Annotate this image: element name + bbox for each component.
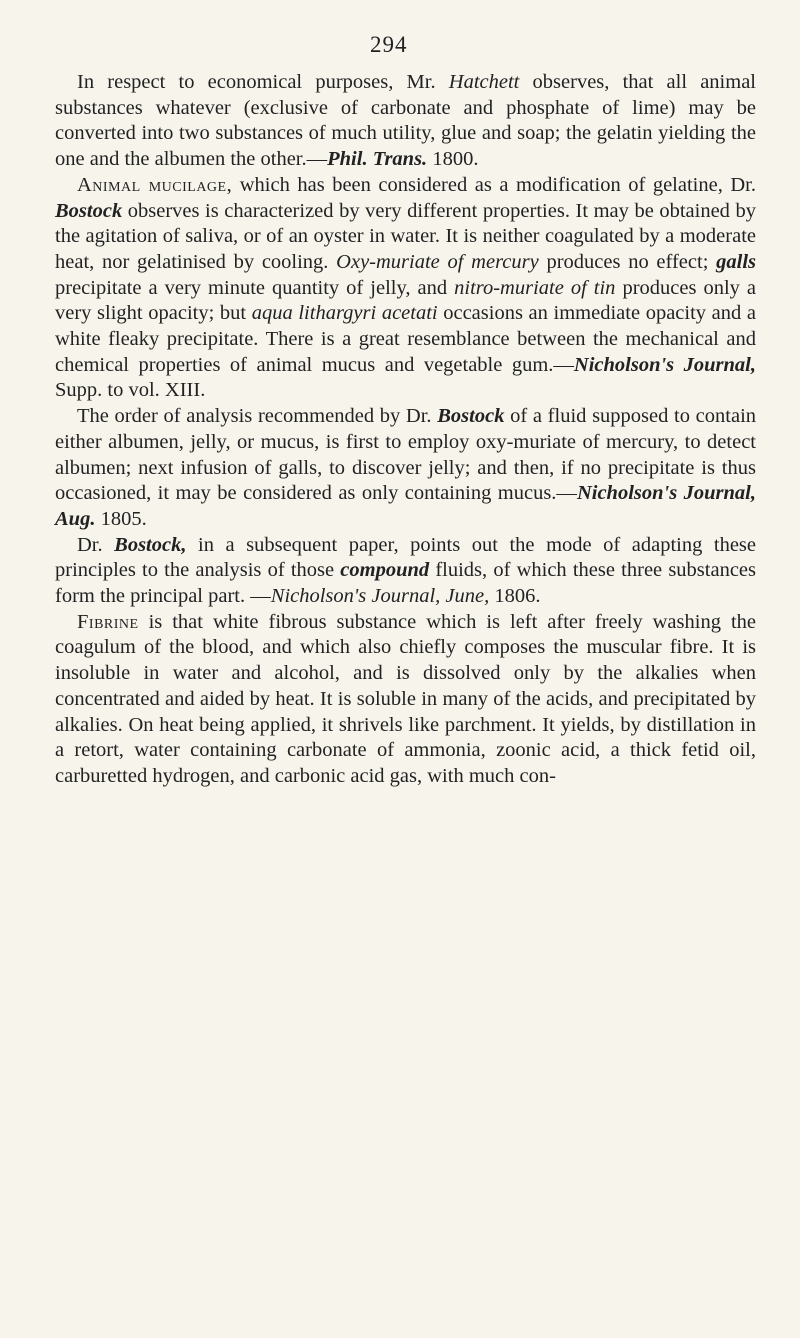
text-run: compound — [340, 559, 430, 582]
paragraph-fibrine — [55, 610, 756, 790]
text-run: Oxy-muriate of mercury — [336, 250, 539, 273]
text-run: Bostock — [55, 199, 123, 222]
text-run: nitro-muriate of tin — [454, 276, 616, 299]
text-run: precipitate a very minute quantity of jelly, and — [55, 276, 455, 299]
text-run: galls — [716, 250, 756, 273]
text-run: Bostock, — [114, 533, 187, 556]
text-run: Nicholson's Journal, — [573, 353, 756, 376]
text-run: Phil. Trans. — [327, 148, 428, 171]
text-run: occasions an immediate opacity and a white fleaky precipitate. There is a great resemblance between the mechanical and chemical properties of animal mucus and vegetable gum.— — [55, 302, 756, 376]
text-run: The order of analysis recommended by Dr. — [77, 405, 438, 428]
text-run: aqua lithargyri acetati — [251, 302, 438, 325]
text-run: 1800. — [427, 148, 479, 171]
text-run: in a subsequent paper, points out the mode of adapting these principles to the analysis of those — [55, 533, 756, 582]
text-run: is that white fibrous substance which is left after freely washing the coagulum of the blood, and which also chiefly composes the muscular fibre. It is insoluble in water and alcohol, and is dissolved only by the alkalies when concentrated and aided by heat. It is soluble in many of the acids, and precipitated by alkalies. On heat being applied, it shrivels like parchment. It yields, by distillation in a retort, water containing carbonate of ammonia, zoonic acid, a thick fetid oil, carburetted hydrogen, and carbonic acid gas, with much con- — [55, 610, 756, 787]
text-run: observes is characterized by very different properties. It may be obtained by the agitation of saliva, or of an oyster in water. It is neither coagulated by a moderate heat, nor gelatinised by cooling. — [55, 199, 756, 273]
page-number: 294 — [370, 32, 408, 57]
paragraph-animal-mucilage — [55, 173, 756, 404]
text-run: which has been considered as a modification of gelatine, Dr. — [232, 173, 756, 196]
text-run: 1806. — [489, 585, 541, 608]
text-run: Nicholson's Journal, Aug. — [55, 482, 756, 530]
paragraph-subsequent-paper — [55, 533, 756, 610]
text-run: 1805. — [95, 507, 147, 530]
text-run: produces only a very slight opacity; but — [55, 276, 757, 325]
paragraph-order-of-analysis — [55, 404, 756, 533]
text-run: observes, that all animal substances whatever (exclusive of carbonate and phosphate of lime) may be converted into two substances of much utility, glue and soap; the gelatin yielding the one and the albumen the other.— — [55, 71, 756, 171]
text-run: Hatchett — [448, 71, 520, 93]
text-run: Fibrine — [77, 610, 139, 633]
text-run: Dr. — [77, 533, 115, 556]
body-text — [55, 70, 756, 790]
text-run: Nicholson's Journal, June, — [270, 585, 490, 608]
text-run: Animal mucilage, — [77, 173, 233, 196]
paragraph-economical — [55, 70, 756, 173]
text-run: Bostock — [437, 405, 505, 428]
text-run: In respect to economical purposes, Mr. — [77, 71, 449, 93]
text-run: of a fluid supposed to contain either albumen, jelly, or mucus, is first to employ oxy-muriate of mercury, to detect albumen; next infusion of galls, to discover jelly; and then, if no precipitate is thus occasioned, it may be considered as only containing mucus.— — [55, 405, 757, 505]
text-run: produces no effect; — [538, 250, 717, 273]
text-run: fluids, of which these three substances form the principal part. — — [55, 559, 756, 608]
text-run: Supp. to vol. XIII. — [55, 379, 206, 402]
